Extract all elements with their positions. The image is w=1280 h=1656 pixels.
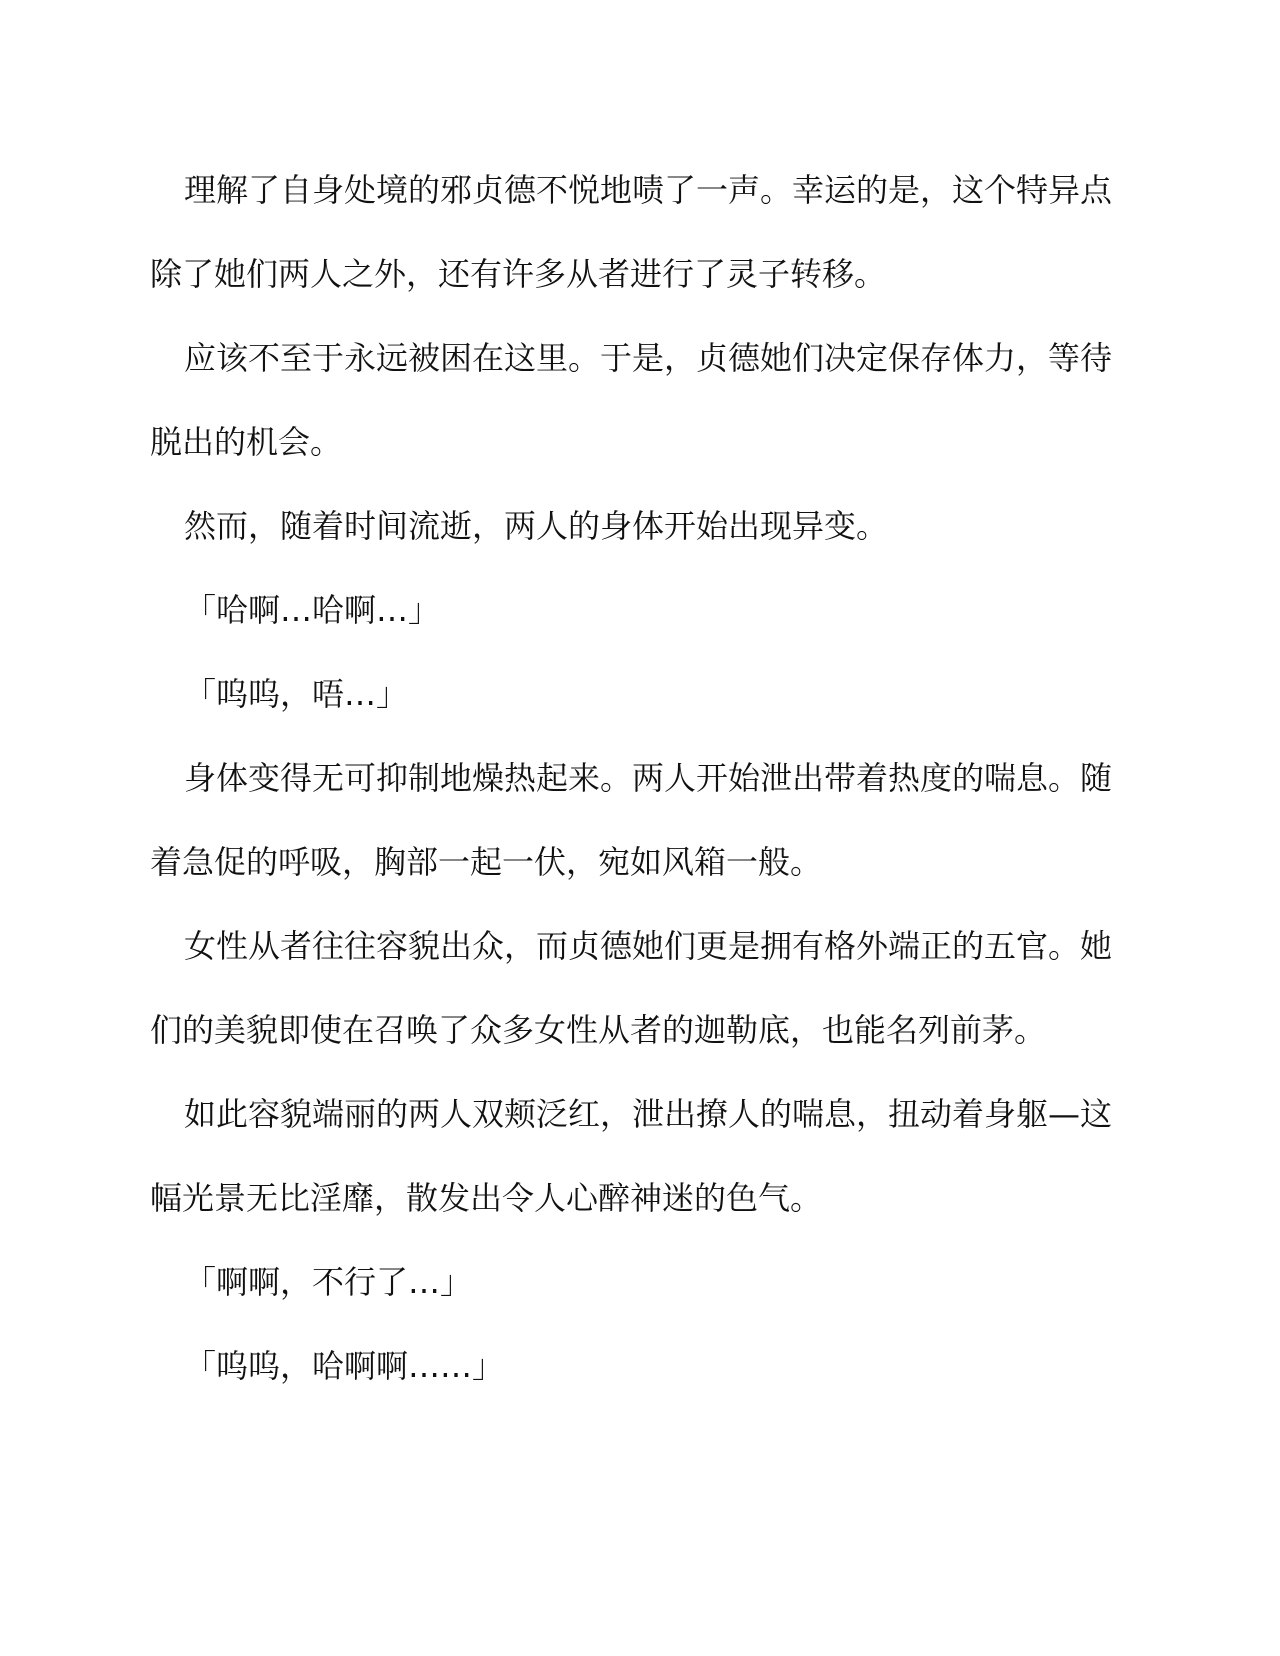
dialogue-line-3: 「啊啊，不行了…」 [184, 1263, 473, 1301]
paragraph-2: 应该不至于永远被困在这里。于是，贞德她们决定保存体力，等待脱出的机会。 [150, 339, 1113, 461]
paragraph-1: 理解了自身处境的邪贞德不悦地啧了一声。幸运的是，这个特异点除了她们两人之外，还有许多从者进行了灵子转移。 [150, 171, 1113, 293]
paragraph-4: 身体变得无可抑制地燥热起来。两人开始泄出带着热度的喘息。随着急促的呼吸，胸部一起一伏，宛如风箱一般。 [150, 759, 1113, 881]
paragraph-3: 然而，随着时间流逝，两人的身体开始出现异变。 [184, 507, 889, 545]
body-text [150, 148, 1130, 1408]
dialogue-line-2: 「呜呜，唔…」 [184, 675, 409, 713]
dialogue-line-4: 「呜呜，哈啊啊……」 [184, 1347, 505, 1385]
paragraph-6: 如此容貌端丽的两人双颊泛红，泄出撩人的喘息，扭动着身躯—这幅光景无比淫靡，散发出令人心醉神迷的色气。 [150, 1095, 1113, 1217]
paragraph-5: 女性从者往往容貌出众，而贞德她们更是拥有格外端正的五官。她们的美貌即使在召唤了众多女性从者的迦勒底，也能名列前茅。 [150, 927, 1113, 1049]
dialogue-line-1: 「哈啊…哈啊…」 [184, 591, 441, 629]
